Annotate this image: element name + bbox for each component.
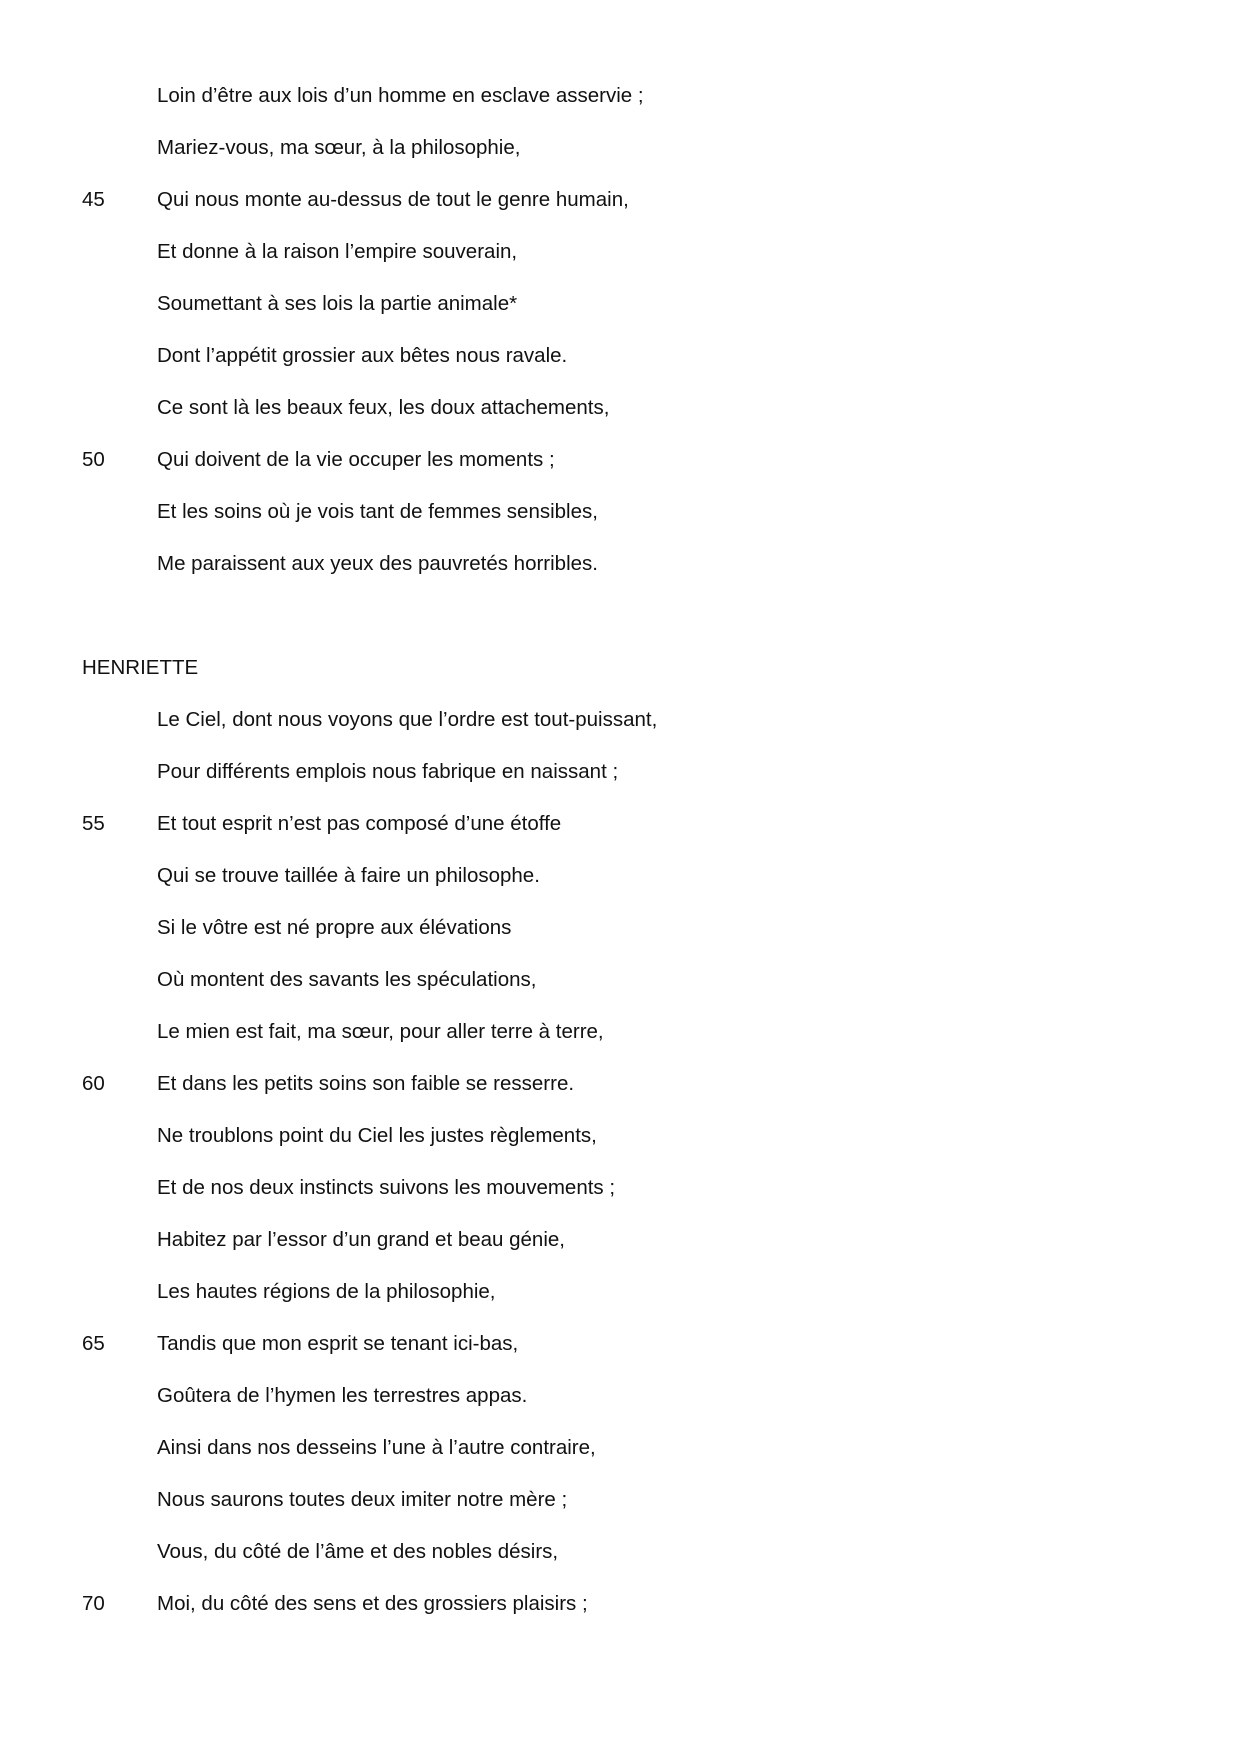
verse-text: Et les soins où je vois tant de femmes sensibles, — [157, 500, 598, 523]
verse-line — [0, 182, 1242, 218]
verse-text: Ne troublons point du Ciel les justes règlements, — [157, 1124, 597, 1147]
line-number: 60 — [82, 1072, 105, 1095]
line-number: 50 — [82, 448, 105, 471]
verse-line — [0, 130, 1242, 166]
line-number: 55 — [82, 812, 105, 835]
verse-line — [0, 1326, 1242, 1362]
verse-text: Qui nous monte au-dessus de tout le genre humain, — [157, 188, 629, 211]
verse-text: Vous, du côté de l’âme et des nobles désirs, — [157, 1540, 559, 1563]
verse-line — [0, 910, 1242, 946]
line-number: 45 — [82, 188, 105, 211]
verse-line — [0, 962, 1242, 998]
verse-text: Qui doivent de la vie occuper les moments ; — [157, 448, 555, 471]
verse-line — [0, 1014, 1242, 1050]
verse-line — [0, 234, 1242, 270]
verse-line — [0, 494, 1242, 530]
verse-line — [0, 1170, 1242, 1206]
verse-text: Me paraissent aux yeux des pauvretés horribles. — [157, 552, 598, 575]
verse-line — [0, 442, 1242, 478]
verse-text: Et dans les petits soins son faible se resserre. — [157, 1072, 575, 1095]
verse-text: Mariez-vous, ma sœur, à la philosophie, — [157, 136, 521, 159]
speaker-name: HENRIETTE — [82, 656, 199, 679]
verse-text: Et de nos deux instincts suivons les mouvements ; — [157, 1176, 616, 1199]
verse-text: Qui se trouve taillée à faire un philosophe. — [157, 864, 540, 887]
line-number: 65 — [82, 1332, 105, 1355]
verse-line — [0, 1066, 1242, 1102]
verse-text: Habitez par l’essor d’un grand et beau génie, — [157, 1228, 565, 1251]
verse-line — [0, 78, 1242, 114]
verse-line — [0, 390, 1242, 426]
verse-line — [0, 1534, 1242, 1570]
verse-text: Le Ciel, dont nous voyons que l’ordre est tout-puissant, — [157, 708, 658, 731]
verse-line — [0, 1430, 1242, 1466]
verse-line — [0, 1586, 1242, 1622]
line-number: 70 — [82, 1592, 105, 1615]
verse-text: Ce sont là les beaux feux, les doux attachements, — [157, 396, 610, 419]
verse-text: Si le vôtre est né propre aux élévations — [157, 916, 512, 939]
verse-line — [0, 1482, 1242, 1518]
verse-text: Les hautes régions de la philosophie, — [157, 1280, 496, 1303]
verse-line — [0, 1222, 1242, 1258]
verse-line — [0, 806, 1242, 842]
verse-text: Ainsi dans nos desseins l’une à l’autre contraire, — [157, 1436, 596, 1459]
verse-line — [0, 858, 1242, 894]
verse-text: Pour différents emplois nous fabrique en naissant ; — [157, 760, 619, 783]
verse-text: Nous saurons toutes deux imiter notre mère ; — [157, 1488, 568, 1511]
verse-text: Soumettant à ses lois la partie animale* — [157, 292, 518, 315]
verse-line — [0, 338, 1242, 374]
verse-line — [0, 546, 1242, 582]
verse-text: Dont l’appétit grossier aux bêtes nous ravale. — [157, 344, 568, 367]
verse-line — [0, 286, 1242, 322]
verse-line — [0, 1274, 1242, 1310]
verse-text: Le mien est fait, ma sœur, pour aller terre à terre, — [157, 1020, 604, 1043]
verse-text: Moi, du côté des sens et des grossiers plaisirs ; — [157, 1592, 588, 1615]
verse-text: Et donne à la raison l’empire souverain, — [157, 240, 518, 263]
verse-line — [0, 1118, 1242, 1154]
verse-line — [0, 1378, 1242, 1414]
verse-text: Tandis que mon esprit se tenant ici-bas, — [157, 1332, 519, 1355]
verse-text: Où montent des savants les spéculations, — [157, 968, 537, 991]
speaker-line — [0, 650, 1242, 686]
verse-text: Loin d’être aux lois d’un homme en esclave asservie ; — [157, 84, 644, 107]
verse-line — [0, 702, 1242, 738]
verse-text: Et tout esprit n’est pas composé d’une étoffe — [157, 812, 562, 835]
verse-line — [0, 754, 1242, 790]
verse-text: Goûtera de l’hymen les terrestres appas. — [157, 1384, 528, 1407]
